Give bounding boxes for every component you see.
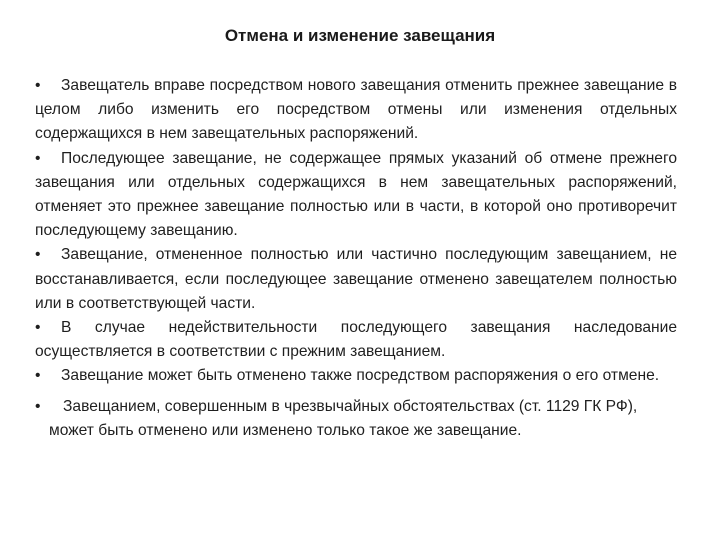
paragraph-1 xyxy=(35,74,677,147)
paragraph-text: В случае недействительности последующего завещания наследование осуществляется в соответствии с прежним завещанием. xyxy=(35,319,677,361)
slide-body xyxy=(35,74,677,443)
bullet-marker: • xyxy=(35,397,41,415)
bullet-marker: • xyxy=(35,367,41,385)
paragraph-2 xyxy=(35,147,677,244)
bullet-marker: • xyxy=(35,77,41,94)
bullet-marker: • xyxy=(35,319,41,337)
paragraph-text: Завещанием, совершенным в чрезвычайных обстоятельствах (ст. 1129 ГК РФ), может быть отменено или изменено только такое же завещание. xyxy=(49,397,638,439)
paragraph-3 xyxy=(35,243,677,316)
slide-title: Отмена и изменение завещания xyxy=(224,26,496,45)
bullet-marker: • xyxy=(35,149,41,167)
paragraph-6 xyxy=(35,395,677,443)
paragraph-text: Последующее завещание, не содержащее прямых указаний об отмене прежнего завещания или отдельных содержащихся в нем завещательных распоряжений, отменяет это прежнее завещание полностью или в части, в которой оно противоречит последующему завещанию. xyxy=(35,149,677,240)
paragraph-4 xyxy=(35,316,677,364)
paragraph-text: Завещание может быть отменено также посредством распоряжения о его отмене. xyxy=(61,367,660,385)
paragraph-5 xyxy=(35,364,677,388)
paragraph-text: Завещание, отмененное полностью или частично последующим завещанием, не восстанавливается, если последующее завещание отменено завещателем полностью или в соответствующей части. xyxy=(35,246,677,312)
bullet-marker: • xyxy=(35,246,41,264)
paragraph-text: Завещатель вправе посредством нового завещания отменить прежнее завещание в целом либо изменить его посредством отмены или изменения отдельных содержащихся в нем завещательных распоряжений. xyxy=(35,77,677,143)
